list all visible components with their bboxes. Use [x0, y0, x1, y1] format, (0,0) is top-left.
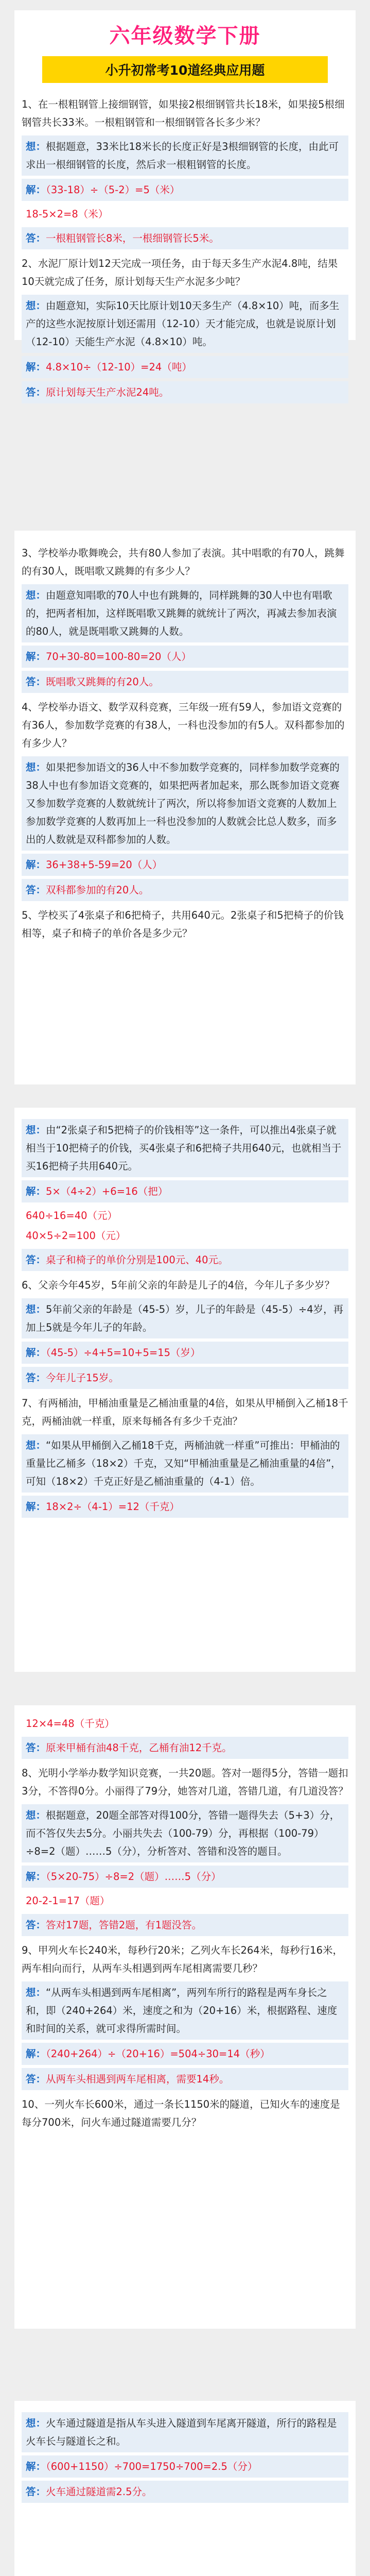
problem-1-step2: 18-5×2=8（米） [26, 208, 109, 220]
problem-4-solve: 解：36+38+5-59=20（人） [22, 854, 348, 876]
problem-4-question: 4、学校举办语文、数学双科竞赛，三年级一班有59人，参加语文竞赛的有36人，参加数学竞赛的有38人，一科也没参加的有5人。双科都参加的有多少人？ [22, 701, 345, 749]
problem-3-solve: 解：70+30-80=100-80=20（人） [22, 646, 348, 668]
problem-9-answer: 答：从两车头相遇到两车尾相离，需要14秒。 [22, 2068, 348, 2090]
think-tag: 想： [26, 141, 46, 152]
problem-1-solve: 解：（33-18）÷（5-2）=5（米） [22, 179, 348, 201]
problem-5-question: 5、学校买了4张桌子和6把椅子，共用640元。2张桌子和5把椅子的价钱相等，桌子和椅子的单价各是多少元？ [22, 909, 344, 939]
problem-10-solve: 解：（600+1150）÷700=1750÷700=2.5（分） [22, 2455, 348, 2478]
problem-8-think: 想：根据题意，20题全部答对得100分，答错一题得失去（5+3）分，而不答仅失去5分。小丽共失去（100-79）分，再根据（100-79）÷8=2（题）……5（分），分析答对、答错和没答的题目。 [22, 1804, 348, 1862]
problem-1-think: 想：根据题意，33米比18米长的长度正好是3根细钢管的长度，由此可求出一根细钢管的长度，然后求一根粗钢管的长度。 [22, 135, 348, 176]
page-title: 六年级数学下册 [109, 24, 261, 48]
problem-6-solve: 解：（45-5）÷4+5=10+5=15（岁） [22, 1342, 348, 1364]
problem-8-question: 8、光明小学举办数学知识竞赛，一共20题。答对一题得5分，答错一题扣3分，不答得0分。小丽得了79分，她答对几道，答错几道，有几道没答？ [22, 1767, 348, 1797]
problem-6-answer: 答：今年儿子15岁。 [22, 1367, 348, 1389]
problem-8-answer: 答：答对17题，答错2题，有1题没答。 [22, 1914, 348, 1936]
problem-5-step2: 640÷16=40（元） [26, 1210, 118, 1222]
problem-1-answer: 答：一根粗钢管长8米，一根细钢管长5米。 [22, 227, 348, 249]
problem-10-answer: 答：火车通过隧道需2.5分。 [22, 2481, 348, 2503]
problem-4-answer: 答：双科都参加的有20人。 [22, 879, 348, 901]
problem-7-question: 7、有两桶油，甲桶油重量是乙桶油重量的4倍，如果从甲桶倒入乙桶18千克，两桶油就一样重，原来每桶各有多少千克油？ [22, 1397, 348, 1427]
problem-9-think: 想：“从两车头相遇到两车尾相离”，两列车所行的路程是两车身长之和，即（240+264）米，速度之和为（20+16）米，根据路程、速度和时间的关系，就可求得所需时间。 [22, 1981, 348, 2040]
problem-5-think: 想：由“2张桌子和5把椅子的价钱相等”这一条件，可以推出4张桌子就相当于10把椅子的价钱，买4张桌子和6把椅子共用640元，也就相当于买16把椅子共用640元。 [22, 1119, 348, 1177]
problem-2-answer: 答：原计划每天生产水泥24吨。 [22, 381, 348, 403]
problem-9-question: 9、甲列火车长240米，每秒行20米；乙列火车长264米，每秒行16米，两车相向而行，从两车头相遇到两车尾相离需要几秒？ [22, 1944, 343, 1974]
problem-6-question: 6、父亲今年45岁，5年前父亲的年龄是儿子的4倍，今年儿子多少岁？ [22, 1279, 335, 1291]
problem-5-step3: 40×5÷2=100（元） [26, 1230, 126, 1242]
problem-7-answer: 答：原来甲桶有油48千克，乙桶有油12千克。 [22, 1737, 348, 1759]
problem-5-solve: 解：5×（4÷2）+6=16（把） [22, 1180, 348, 1202]
problem-4-think: 想：如果把参加语文的36人中不参加数学竞赛的，同样参加数学竞赛的38人中也有参加语文竞赛的，如果把两者加起来，那么既参加语文竞赛又参加数学竞赛的人数就统计了两次，所以将参加语文竞赛的人数加上参加数学竞赛的人数再加上一科也没参加的人数就会比总人数多，而多出的人数就是双科都参加的人数。 [22, 756, 348, 851]
card-1 [14, 10, 356, 398]
problem-1-question: 1、在一根粗钢管上接细钢管，如果接2根细钢管共长18米，如果接5根细钢管共长33米。一根粗钢管和一根细钢管各长多少米？ [22, 98, 345, 128]
problem-3-think: 想：由题意知唱歌的70人中也有跳舞的，同样跳舞的30人中也有唱歌的，把两者相加，这样既唱歌又跳舞的就统计了两次，再减去参加表演的80人，就是既唱歌又跳舞的人数。 [22, 584, 348, 642]
problem-5-answer: 答：桌子和椅子的单价分别是100元、40元。 [22, 1249, 348, 1271]
problem-8-solve: 解：（5×20-75）÷8=2（题）……5（分） [22, 1866, 348, 1888]
problem-7-think: 想：“如果从甲桶倒入乙桶18千克，两桶油就一样重”可推出：甲桶油的重量比乙桶多（18×2）千克，又知“甲桶油重量是乙桶油重量的4倍”，可知（18×2）千克正好是乙桶油重量的（4-1）倍。 [22, 1434, 348, 1493]
card-4 [14, 1705, 356, 2329]
solve-tag: 解： [26, 184, 46, 196]
card-3 [14, 1108, 356, 1672]
card-5 [14, 2401, 356, 2576]
problem-8-step2: 20-2-1=17（题） [26, 1895, 110, 1907]
problem-7-step2: 12×4=48（千克） [26, 1718, 115, 1730]
problem-10-question: 10、一列火车长600米，通过一条长1150米的隧道，已知火车的速度是每分700米，问火车通过隧道需要几分？ [22, 2098, 340, 2128]
subtitle-banner: 小升初常考10道经典应用题 [42, 56, 328, 83]
problem-2-solve: 解：4.8×10÷（12-10）=24（吨） [22, 356, 348, 378]
problem-6-think: 想：5年前父亲的年龄是（45-5）岁，儿子的年龄是（45-5）÷4岁，再加上5就是今年儿子的年龄。 [22, 1298, 348, 1338]
problem-9-solve: 解：（240+264）÷（20+16）=504÷30=14（秒） [22, 2043, 348, 2065]
answer-tag: 答： [26, 232, 46, 244]
problem-2-question: 2、水泥厂原计划12天完成一项任务，由于每天多生产水泥4.8吨，结果10天就完成了任务，原计划每天生产水泥多少吨？ [22, 258, 338, 287]
problem-3-question: 3、学校举办歌舞晚会，共有80人参加了表演。其中唱歌的有70人，跳舞的有30人，既唱歌又跳舞的有多少人？ [22, 547, 345, 577]
problem-10-think: 想：火车通过隧道是指从车头进入隧道到车尾离开隧道，所行的路程是火车长与隧道长之和。 [22, 2412, 348, 2452]
problem-7-solve: 解：18×2÷（4-1）=12（千克） [22, 1496, 348, 1518]
problem-2-think: 想：由题意知，实际10天比原计划10天多生产（4.8×10）吨，而多生产的这些水泥按原计划还需用（12-10）天才能完成，也就是说原计划（12-10）天能生产水泥（4.8×10）吨。 [22, 295, 348, 353]
problem-3-answer: 答：既唱歌又跳舞的有20人。 [22, 671, 348, 693]
card-2 [14, 531, 356, 1084]
